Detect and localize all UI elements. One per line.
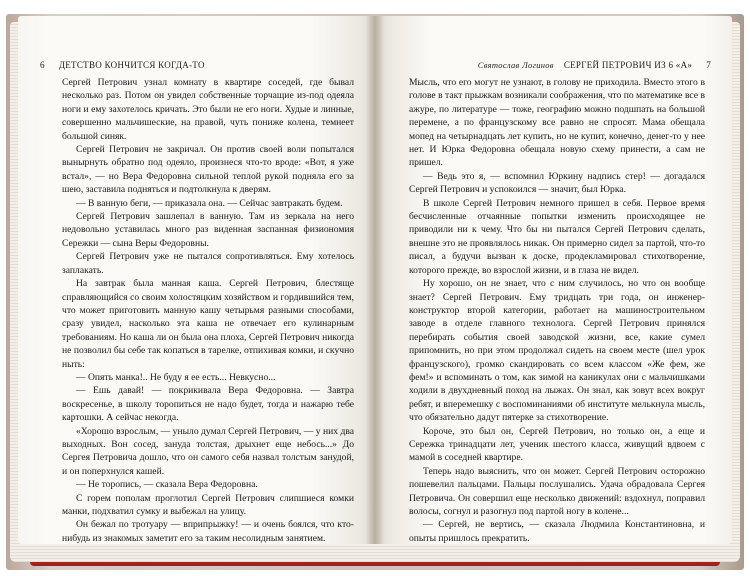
paragraph: Сергей Петрович уже не пытался сопротивляться. Ему хотелось заплакать.: [62, 251, 354, 276]
left-running-head: ДЕТСТВО КОНЧИТСЯ КОГДА-ТО: [58, 60, 205, 70]
paragraph: Сергей Петрович зашлепал в ванную. Там из зеркала на него недовольно уставилась много раз виденная заспанная физиономия Сережки — сына Веры Федоровны.: [62, 211, 354, 249]
paragraph: — Сергей, не вертись, — сказала Людмила Константиновна, и опыты пришлось прекратить.: [409, 519, 705, 544]
paragraph: Теперь надо выяснить, что он может. Сергей Петрович осторожно пошевелил пальцами. Пальцы послушались. Удача обрадовала Сергея Петровича. Он совершил еще несколько движений: вздохнул, поправил волосы, согнул и разогнул под партой ногу в колене...: [409, 465, 705, 517]
paragraph: Сергей Петрович не закричал. Он против своей воли попытался вынырнуть обратно под одеяло, произнеся что-то вроде: «Вот, я уже встал», — но Вера Федоровна сильной теплой рукой подняла его за шею, заставила подняться и подтолкнула к дверям.: [62, 144, 354, 196]
left-page-number: 6: [40, 60, 45, 70]
paragraph: — Опять манка!.. Не буду я ее есть... Невкусно...: [76, 371, 276, 383]
paragraph: — Не торопись, — сказала Вера Федоровна.: [76, 479, 258, 491]
right-page: [375, 16, 732, 544]
left-page: [18, 16, 375, 544]
paragraph: Короче, это был он, Сергей Петрович, но только он, а еще и Сережка тринадцати лет, ученик шестого класса, живущий вдвоем с мамой в соседней квартире.: [409, 425, 705, 464]
paragraph: Мысль, что его могут не узнают, в голову не приходила. Вместо этого в голове в такт прыжкам возникали соображения, что по математике все в ажуре, по литературе — тоже, географию можно подшпать на большой перемене, а по французскому все равно не спросят. Мама обещала мопед на четырнадцать лет купить, но не купит, конечно, денег-то у нее нет. И Юрка Федоровна обещала новую схему принести, а сам не пришел.: [409, 77, 705, 169]
paragraph: С горем пополам проглотил Сергей Петрович слипшиеся комки манки, подхватил сумку и выбежал на улицу.: [62, 492, 354, 517]
right-page-header: [411, 60, 711, 70]
right-page-body: [409, 76, 705, 544]
paragraph: Сергей Петрович узнал комнату в квартире соседей, где бывал несколько раз. Потом он увидел собственные торчащие из-под одеяла ноги и ему захотелось кричать. Это были не его ноги. Худые и линные, совершенно мальчишеские, на правой, чуть пониже колена, темнеет большой синяк.: [62, 77, 354, 142]
paragraph: Ну хорошо, он не знает, что с ним случилось, но что он вообще знает? Сергей Петрович. Ему тридцать три года, он инженер-конструктор второй категории, работает на машиностроительном заводе в отделе главного технолога. Сергей Петрович принялся перебирать события своей заводской жизни, все, какие сумел припомнить, но при этом продолжал сидеть на своем месте (шел урок французского), громко скандировать со всем классом «Же фем, же фем!» и вспоминать о том, как зимой на каникулах они с мальчишками ходили в двухдневный поход на лыжах. Он знал, как зовут всех вокруг ребят, и вперемешку с воспоминаниями об институте мелькнула мысль, что обязательно дадут пятерке за стихотворение.: [409, 278, 705, 424]
right-author-head: Святослав Логинов: [477, 60, 554, 70]
paragraph: «Хорошо взрослым, — уныло думал Сергей Петрович, — у них два выходных. Вон сосед, зануда толстая, дрыхнет еще небось...» До Сергея Петровича дошло, что он самого себя назвал толстым занудой, и он поперхнулся кашей.: [62, 425, 354, 477]
left-page-body: [62, 76, 354, 544]
book-gutter: [366, 16, 384, 544]
right-running-head: СЕРГЕЙ ПЕТРОВИЧ ИЗ 6 «А»: [563, 60, 693, 70]
paragraph: На завтрак была манная каша. Сергей Петрович, блестяще справляющийся со своим холостяцким хозяйством и гордившийся тем, что может приготовить манную кашу четырьмя разными способами, сразу увидел, насколько эта каша не отвечает его кулинарным требованиям. Но каша ли он была она плоха, Сергей Петрович никогда не позволил бы себе так копаться в тарелке, отпихивая комки, и скучно ныть:: [62, 278, 354, 370]
paragraph: — Ведь это я, — вспомнил Юркину надпись стер! — догадался Сергей Петрович и успокоился — значит, был Юрка.: [409, 170, 705, 196]
left-page-header: [40, 60, 362, 70]
right-page-number: 7: [706, 60, 711, 70]
paragraph: — В ванную беги, — приказала она. — Сейчас завтракать будем.: [76, 197, 343, 209]
paragraph: Он бежал по тротуару — вприпрыжку! — и очень боялся, что кто-нибудь из знакомых заметит его за таким несолидным занятием.: [62, 519, 354, 544]
paragraph: В школе Сергей Петрович немного пришел в себя. Первое время бесчисленные отчаянные попытки изменить происходящее не приводили ни к чему. Что бы ни пытался Сергей Петрович сделать, внешне это не проявлялось никак. Он примерно сидел за партой, что-то писал, а будучи вызван к доске, продекламировал стихотворение, которого прежде, во взрослой жизни, и в глаза не видел.: [409, 197, 705, 276]
paragraph: — Ешь давай! — покрикивала Вера Федоровна. — Завтра воскресенье, в школу торопиться не надо будет, тогда и нажарю тебе картошки. А сейчас некогда.: [62, 385, 354, 424]
